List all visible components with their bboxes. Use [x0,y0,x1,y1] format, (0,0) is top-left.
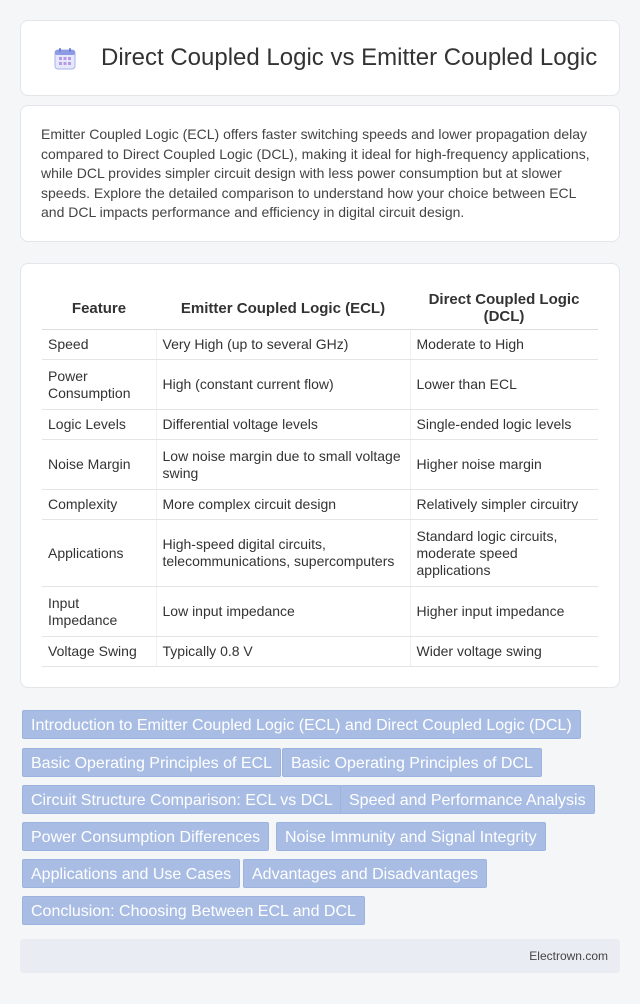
table-row [42,410,598,440]
tag-circuit-structure[interactable]: Circuit Structure Comparison: ECL vs DCL [22,785,342,814]
table-cell: Lower than ECL [410,360,598,410]
tag-conclusion[interactable]: Conclusion: Choosing Between ECL and DCL [22,896,365,925]
table-cell: Wider voltage swing [410,637,598,667]
column-header-feature: Feature [42,287,156,330]
column-header-dcl: Direct Coupled Logic (DCL) [410,287,598,330]
table-cell: More complex circuit design [156,490,410,520]
table-cell: Relatively simpler circuitry [410,490,598,520]
table-cell: Higher input impedance [410,587,598,637]
table-cell: High-speed digital circuits, telecommunications, supercomputers [156,520,410,587]
table-cell: Differential voltage levels [156,410,410,440]
comparison-table [42,287,598,667]
table-row [42,637,598,667]
table-row [42,440,598,490]
table-cell: High (constant current flow) [156,360,410,410]
tag-noise-immunity[interactable]: Noise Immunity and Signal Integrity [276,822,546,851]
tag-speed-performance[interactable]: Speed and Performance Analysis [340,785,595,814]
tag-advantages[interactable]: Advantages and Disadvantages [243,859,487,888]
title-card [20,20,620,96]
table-row [42,360,598,410]
table-row [42,330,598,360]
table-cell: Moderate to High [410,330,598,360]
table-cell: Very High (up to several GHz) [156,330,410,360]
table-cell: Noise Margin [42,440,156,490]
tag-applications[interactable]: Applications and Use Cases [22,859,240,888]
table-cell: Voltage Swing [42,637,156,667]
table-cell: Single-ended logic levels [410,410,598,440]
tag-introduction[interactable]: Introduction to Emitter Coupled Logic (ECL) and Direct Coupled Logic (DCL) [22,710,581,739]
tag-dcl-principles[interactable]: Basic Operating Principles of DCL [282,748,542,777]
tag-power-consumption[interactable]: Power Consumption Differences [22,822,269,851]
column-header-ecl: Emitter Coupled Logic (ECL) [156,287,410,330]
table-cell: Speed [42,330,156,360]
table-cell: Low input impedance [156,587,410,637]
table-cell: Low noise margin due to small voltage swing [156,440,410,490]
table-cell: Typically 0.8 V [156,637,410,667]
table-cell: Higher noise margin [410,440,598,490]
page-title: Direct Coupled Logic vs Emitter Coupled Logic [101,44,598,71]
table-cell: Power Consumption [42,360,156,410]
calendar-grid-icon [54,48,76,70]
table-header-row [42,287,598,330]
table-row [42,520,598,587]
table-cell: Logic Levels [42,410,156,440]
table-cell: Standard logic circuits, moderate speed applications [410,520,598,587]
table-row [42,587,598,637]
intro-card [20,105,620,242]
table-row [42,490,598,520]
footer [20,939,620,973]
table-cell: Applications [42,520,156,587]
intro-paragraph: Emitter Coupled Logic (ECL) offers faster switching speeds and lower propagation delay compared to Direct Coupled Logic (DCL), making it ideal for high-frequency applications, while DCL provides simpler circuit design with less power consumption but at slower speeds. Explore the detailed comparison to understand how your choice between ECL and DCL impacts performance and efficiency in digital circuit design. [41,126,590,221]
tag-ecl-principles[interactable]: Basic Operating Principles of ECL [22,748,281,777]
table-cell: Complexity [42,490,156,520]
footer-site-name[interactable]: Electrown.com [529,949,608,963]
table-cell: Input Impedance [42,587,156,637]
comparison-card [20,263,620,688]
